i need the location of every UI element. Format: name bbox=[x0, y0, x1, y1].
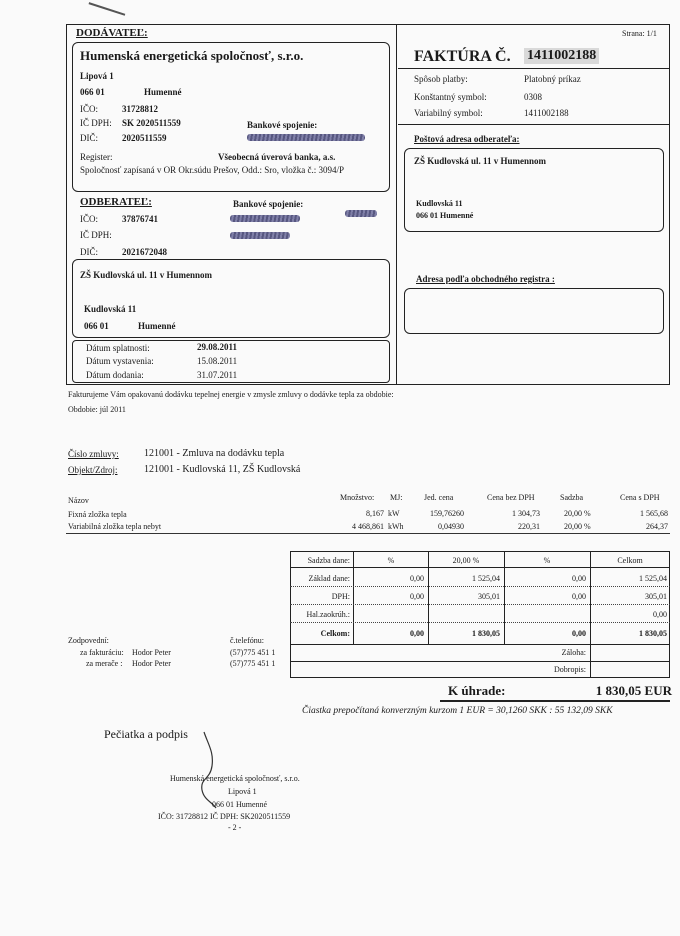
intro-line-2: Obdobie: júl 2011 bbox=[68, 405, 126, 414]
intro-line-1: Fakturujeme Vám opakovanú dodávku tepelnej energie v zmysle zmluvy o dodávke tepla za obdobie: bbox=[68, 390, 394, 399]
item-row-1-qty: 8,167 bbox=[366, 509, 384, 518]
supplier-ico: 31728812 bbox=[122, 104, 158, 114]
supplier-icdph: SK 2020511559 bbox=[122, 118, 181, 128]
item-row-2-unit: kWh bbox=[388, 522, 404, 531]
due-date: 29.08.2011 bbox=[197, 342, 238, 352]
stamp-line-4: IČO: 31728812 IČ DPH: SK2020511559 bbox=[158, 812, 291, 821]
stamp-line-2: Lipová 1 bbox=[228, 787, 257, 796]
customer-ico: 37876741 bbox=[122, 214, 158, 224]
summary-vat-col1: 0,00 bbox=[410, 592, 424, 601]
delivery-label: Dátum dodania: bbox=[86, 370, 144, 380]
phone-label: č.telefónu: bbox=[230, 636, 264, 645]
summary-total-label: Celkom: bbox=[320, 629, 350, 638]
supplier-dic-label: DIČ: bbox=[80, 133, 98, 143]
summary-total-col2: 1 830,05 bbox=[472, 629, 500, 638]
total-label: K úhrade: bbox=[448, 683, 506, 698]
summary-base-col3: 0,00 bbox=[572, 574, 586, 583]
supplier-ico-label: IČO: bbox=[80, 104, 98, 114]
customer-dic: 2021672048 bbox=[122, 247, 167, 257]
summary-vat-label: DPH: bbox=[331, 592, 350, 601]
customer-street: Kudlovská 11 bbox=[84, 304, 137, 314]
summary-base-col2: 1 525,04 bbox=[472, 574, 500, 583]
supplier-bank-name: Všeobecná úverová banka, a.s. bbox=[218, 152, 336, 162]
contract-label: Číslo zmluvy: bbox=[68, 449, 119, 459]
summary-vat-col3: 0,00 bbox=[572, 592, 586, 601]
scan-mark bbox=[89, 2, 126, 15]
item-row-2-name: Variabilná zložka tepla nebyt bbox=[68, 522, 162, 531]
credit-label: Dobropis: bbox=[554, 665, 586, 674]
total-value: 1 830,05 EUR bbox=[595, 683, 672, 698]
postal-zipcity: 066 01 Humenné bbox=[416, 211, 474, 220]
payment-label: Spôsob platby: bbox=[414, 74, 468, 84]
billing-phone: (57)775 451 1 bbox=[230, 648, 276, 657]
summary-base-col1: 0,00 bbox=[410, 574, 424, 583]
customer-bank-redacted-1 bbox=[345, 210, 377, 217]
advance-label: Záloha: bbox=[561, 648, 586, 657]
page-number: Strana: 1/1 bbox=[622, 29, 657, 38]
meters-phone: (57)775 451 1 bbox=[230, 659, 276, 668]
summary-total-total: 1 830,05 bbox=[639, 629, 667, 638]
summary-base-label: Základ dane: bbox=[308, 574, 350, 583]
var-value: 1411002188 bbox=[524, 108, 569, 118]
contract-value: 121001 - Zmluva na dodávku tepla bbox=[144, 448, 285, 459]
summary-vat-total: 305,01 bbox=[645, 592, 667, 601]
summary-rounding-label: Hal.zaokrúh.: bbox=[306, 610, 350, 619]
items-header-qty: Množstvo: bbox=[340, 493, 375, 502]
const-label: Konštantný symbol: bbox=[414, 92, 487, 102]
issue-date: 15.08.2011 bbox=[197, 356, 238, 366]
postal-name: ZŠ Kudlovská ul. 11 v Humennom bbox=[414, 156, 547, 166]
const-value: 0308 bbox=[524, 92, 542, 102]
stamp-line-5: - 2 - bbox=[228, 823, 242, 832]
item-row-2-price: 0,04930 bbox=[438, 522, 464, 531]
object-label: Objekt/Zdroj: bbox=[68, 465, 118, 475]
customer-bank-redacted-3 bbox=[230, 232, 290, 239]
customer-bank-redacted-2 bbox=[230, 215, 300, 222]
stamp-line-3: 066 01 Humenné bbox=[212, 800, 268, 809]
item-row-2-qty: 4 468,861 bbox=[352, 522, 384, 531]
supplier-dic: 2020511559 bbox=[122, 133, 167, 143]
summary-vat-col2: 305,01 bbox=[478, 592, 500, 601]
payment-value: Platobný príkaz bbox=[524, 74, 581, 84]
supplier-bank-redacted bbox=[247, 134, 365, 141]
items-header-price: Jed. cena bbox=[424, 493, 454, 502]
supplier-register-text: Spoločnosť zapísaná v OR Okr.súdu Prešov, Odd.: Sro, vložka č.: 3094/P bbox=[80, 165, 344, 175]
items-header-name: Názov bbox=[68, 496, 89, 505]
supplier-icdph-label: IČ DPH: bbox=[80, 118, 112, 128]
customer-zip: 066 01 bbox=[84, 321, 109, 331]
invoice-title: FAKTÚRA Č. bbox=[414, 48, 511, 65]
supplier-street: Lipová 1 bbox=[80, 71, 114, 81]
item-row-2-rate: 20,00 % bbox=[564, 522, 591, 531]
register-address-box bbox=[404, 288, 664, 334]
delivery-date: 31.07.2011 bbox=[197, 370, 238, 380]
postal-street: Kudlovská 11 bbox=[416, 199, 463, 208]
items-header-rate: Sadzba bbox=[560, 493, 584, 502]
customer-dic-label: DIČ: bbox=[80, 247, 98, 257]
stamp-line-1: Humenská energetická spoločnosť, s.r.o. bbox=[170, 774, 300, 783]
summary-head-col1: % bbox=[387, 556, 395, 565]
item-row-1-price: 159,76260 bbox=[430, 509, 464, 518]
signature bbox=[190, 730, 230, 810]
item-row-1-rate: 20,00 % bbox=[564, 509, 591, 518]
item-row-2-gross: 264,37 bbox=[646, 522, 668, 531]
summary-rounding-total: 0,00 bbox=[653, 610, 667, 619]
supplier-heading: DODÁVATEĽ: bbox=[76, 27, 148, 39]
customer-icdph-label: IČ DPH: bbox=[80, 230, 112, 240]
customer-city: Humenné bbox=[138, 321, 176, 331]
customer-bank-label: Bankové spojenie: bbox=[233, 199, 304, 209]
supplier-city: Humenné bbox=[144, 87, 182, 97]
meters-name: Hodor Peter bbox=[132, 659, 171, 668]
object-value: 121001 - Kudlovská 11, ZŠ Kudlovská bbox=[144, 464, 301, 475]
billing-name: Hodor Peter bbox=[132, 648, 171, 657]
supplier-register-label: Register: bbox=[80, 152, 113, 162]
summary-head-total: Celkom bbox=[617, 556, 643, 565]
supplier-bank-label: Bankové spojenie: bbox=[247, 120, 318, 130]
register-address-heading: Adresa podľa obchodného registra : bbox=[416, 274, 555, 284]
var-label: Variabilný symbol: bbox=[414, 108, 483, 118]
meters-label: za merače : bbox=[86, 659, 123, 668]
summary-head-col2: 20,00 % bbox=[452, 556, 480, 565]
supplier-name: Humenská energetická spoločnosť, s.r.o. bbox=[80, 48, 304, 63]
item-row-1-unit: kW bbox=[388, 509, 400, 518]
sign-label: Pečiatka a podpis bbox=[104, 727, 188, 741]
summary-head-col3: % bbox=[543, 556, 551, 565]
summary-head-label: Sadzba dane: bbox=[307, 556, 350, 565]
items-header-gross: Cena s DPH bbox=[620, 493, 660, 502]
due-label: Dátum splatnosti: bbox=[86, 343, 150, 353]
item-row-2-net: 220,31 bbox=[518, 522, 540, 531]
item-row-1-name: Fixná zložka tepla bbox=[68, 510, 127, 519]
conversion-note: Čiastka prepočítaná konverzným kurzom 1 EUR = 30,1260 SKK : 55 132,09 SKK bbox=[302, 706, 613, 716]
issue-label: Dátum vystavenia: bbox=[86, 356, 154, 366]
customer-name: ZŠ Kudlovská ul. 11 v Humennom bbox=[80, 270, 213, 280]
responsible-label: Zodpovední: bbox=[68, 636, 109, 645]
summary-total-col3: 0,00 bbox=[572, 629, 586, 638]
items-header-net: Cena bez DPH bbox=[487, 493, 535, 502]
postal-heading: Poštová adresa odberateľa: bbox=[414, 134, 520, 144]
items-header-unit: MJ: bbox=[390, 493, 403, 502]
item-row-1-net: 1 304,73 bbox=[512, 509, 540, 518]
item-row-1-gross: 1 565,68 bbox=[640, 509, 668, 518]
summary-base-total: 1 525,04 bbox=[639, 574, 667, 583]
summary-total-col1: 0,00 bbox=[410, 629, 424, 638]
billing-label: za fakturáciu: bbox=[80, 648, 124, 657]
customer-heading: ODBERATEĽ: bbox=[80, 196, 152, 208]
invoice-number: 1411002188 bbox=[524, 48, 599, 64]
customer-ico-label: IČO: bbox=[80, 214, 98, 224]
supplier-zip: 066 01 bbox=[80, 87, 105, 97]
